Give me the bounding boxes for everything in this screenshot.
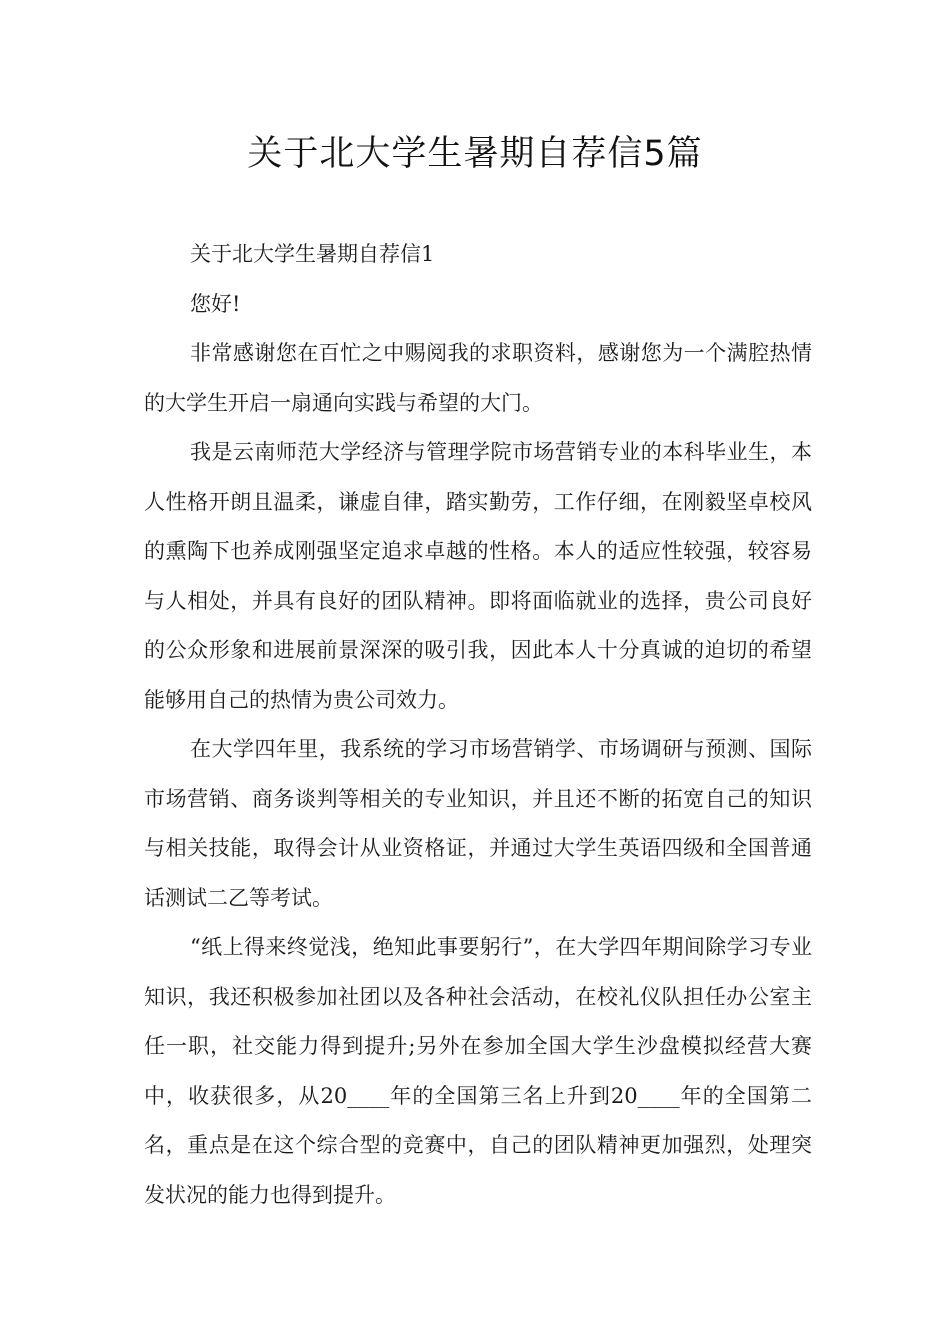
paragraph-activities: “纸上得来终觉浅，绝知此事要躬行”，在大学四年期间除学习专业知识，我还积极参加社团以及各种社会活动，在校礼仪队担任办公室主任一职，社交能力得到提升;另外在参加全国大学生沙盘模拟经营大赛中，收获很多，从20____年的全国第三名上升到20____年的全国第二名，重点是在这个综合型的竞赛中，自己的团队精神更加强烈，处理突发状况的能力也得到提升。 bbox=[144, 935, 812, 1207]
document-body bbox=[144, 230, 812, 1220]
salutation: 您好! bbox=[190, 291, 241, 316]
paragraph-studies: 在大学四年里，我系统的学习市场营销学、市场调研与预测、国际市场营销、商务谈判等相关的专业知识，并且还不断的拓宽自己的知识与相关技能，取得会计从业资格证，并通过大学生英语四级和全国普通话测试二乙等考试。 bbox=[144, 737, 812, 910]
paragraph-thanks: 非常感谢您在百忙之中赐阅我的求职资料，感谢您为一个满腔热情的大学生开启一扇通向实践与希望的大门。 bbox=[144, 341, 812, 415]
page-title: 关于北大学生暑期自荐信5篇 bbox=[247, 134, 703, 174]
paragraph-introduction: 我是云南师范大学经济与管理学院市场营销专业的本科毕业生，本人性格开朗且温柔，谦虚自律，踏实勤劳，工作仔细，在刚毅坚卓校风的熏陶下也养成刚强坚定追求卓越的性格。本人的适应性较强，较容易与人相处，并具有良好的团队精神。即将面临就业的选择，贵公司良好的公众形象和进展前景深深的吸引我，因此本人十分真诚的迫切的希望能够用自己的热情为贵公司效力。 bbox=[144, 440, 812, 712]
section-heading: 关于北大学生暑期自荐信1 bbox=[190, 242, 435, 266]
